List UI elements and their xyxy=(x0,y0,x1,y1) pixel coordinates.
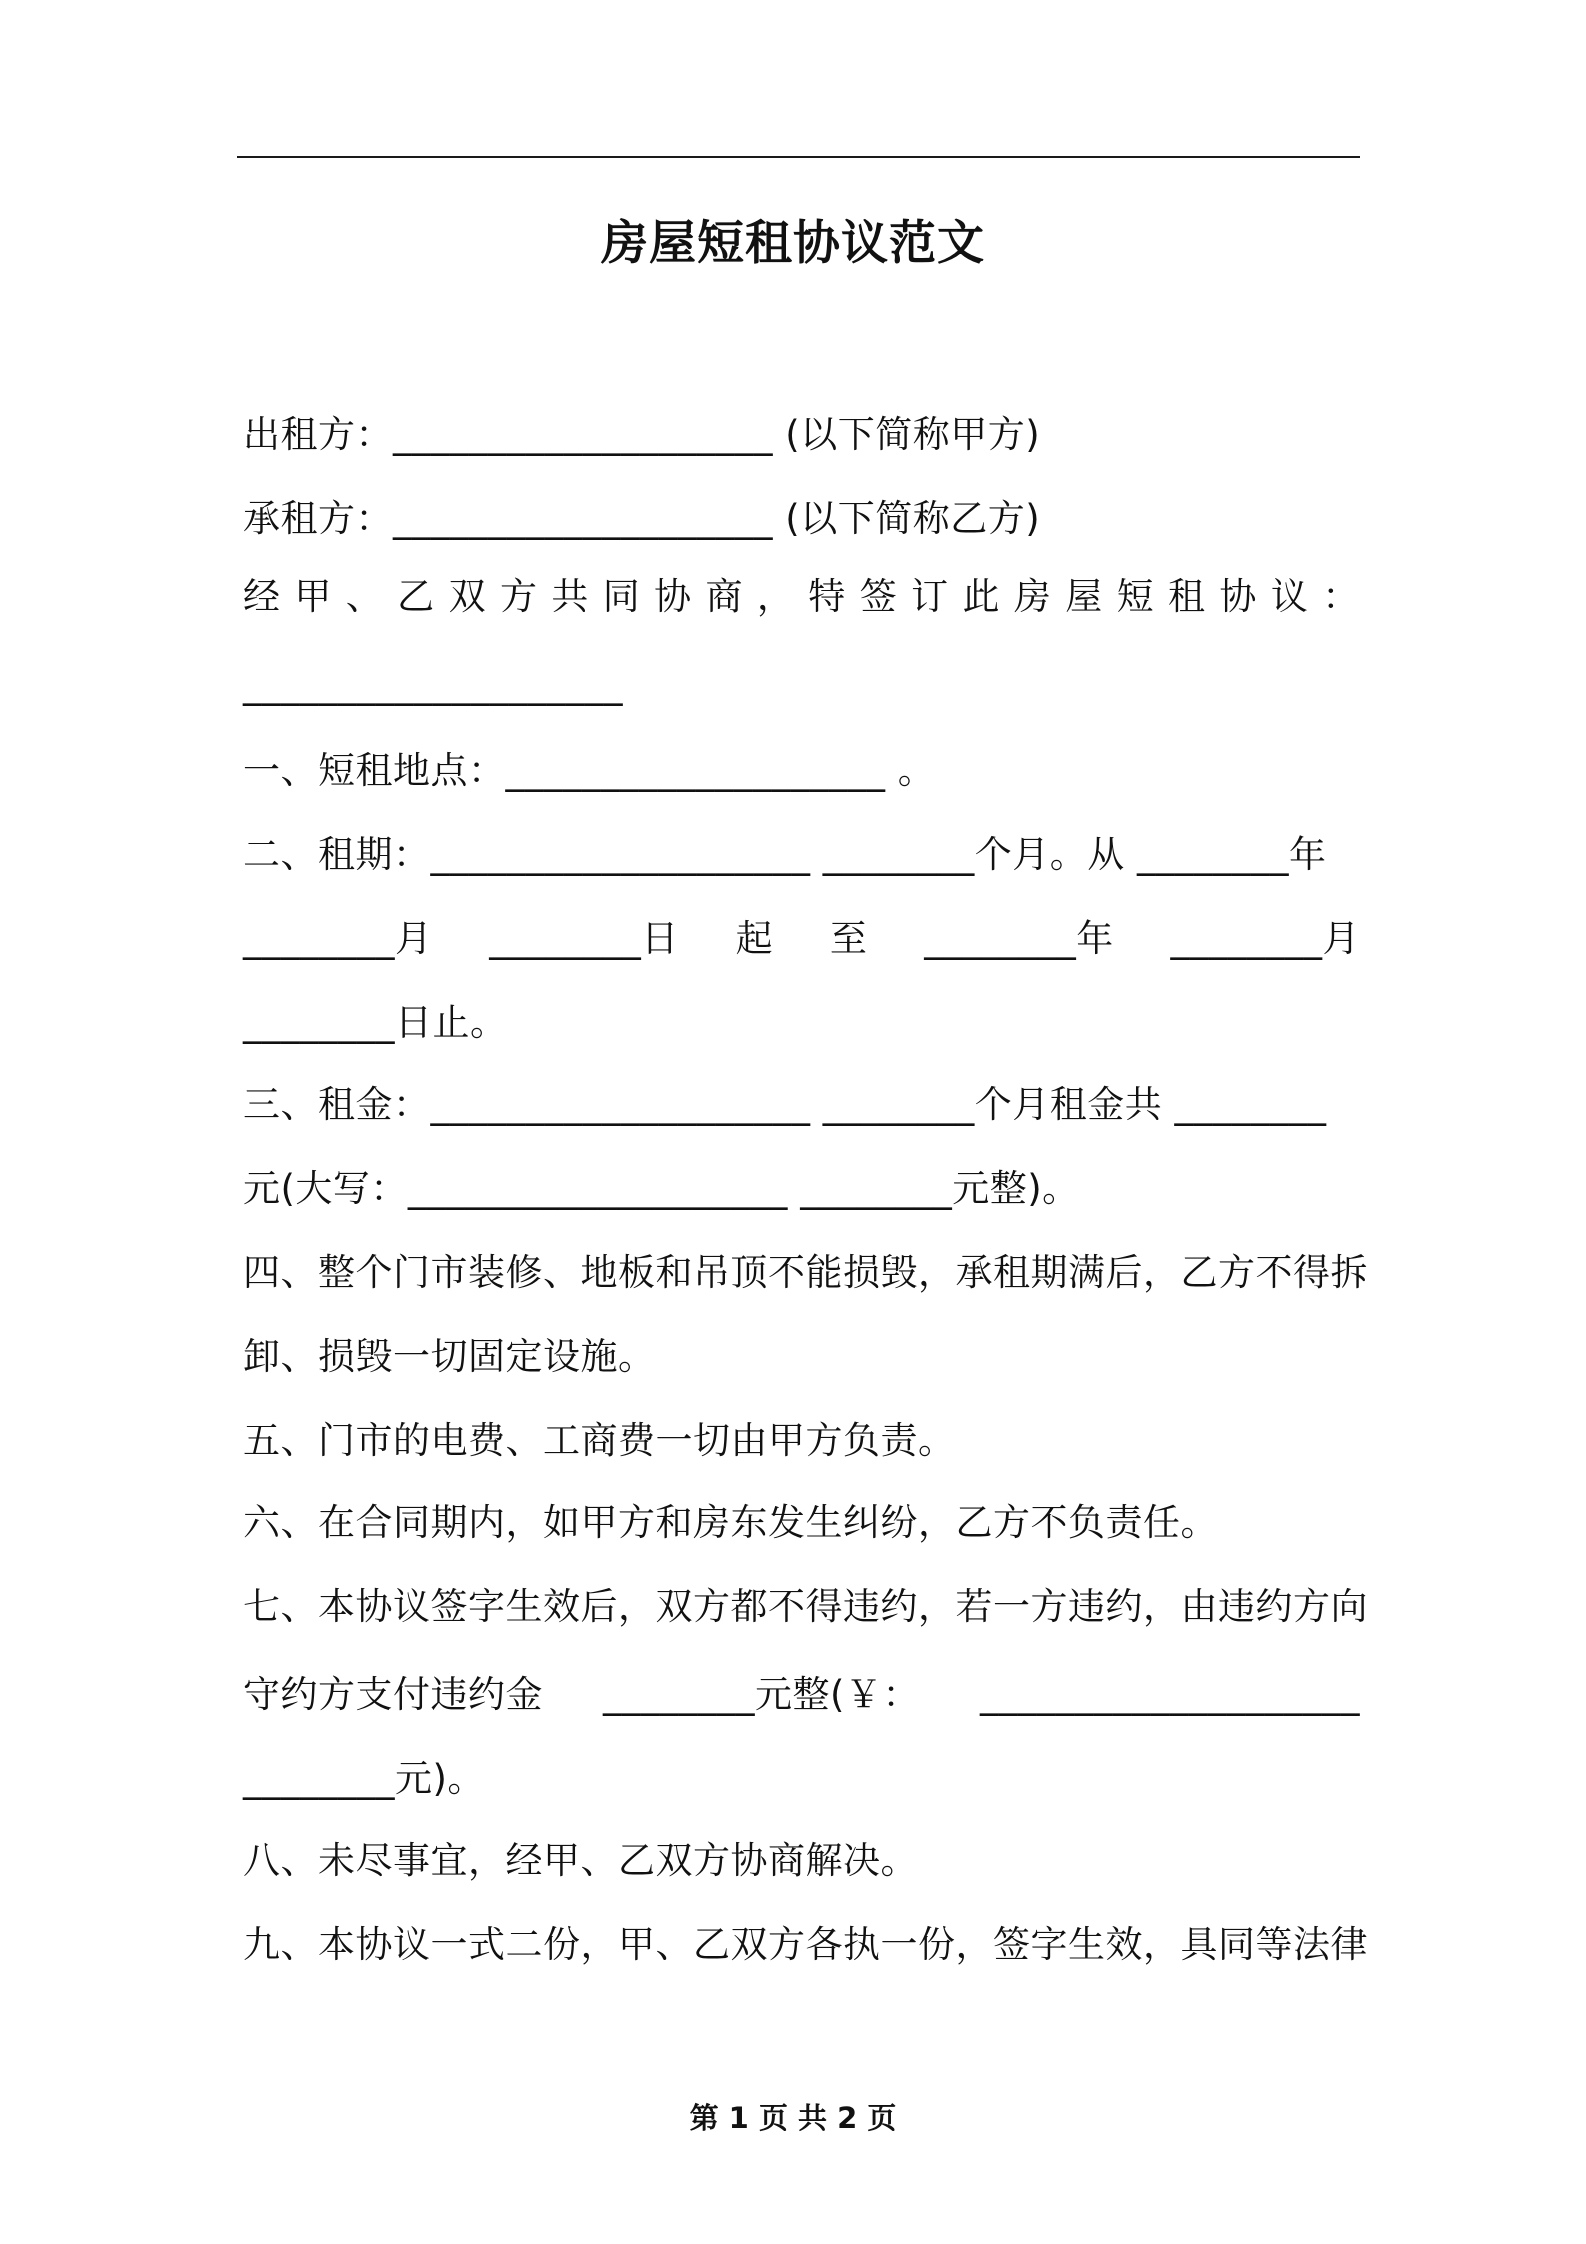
clause-2-term-end: ________日止。 xyxy=(243,1001,508,1044)
page-indicator: 第 1 页 共 2 页 xyxy=(689,2101,897,2135)
clause-9-copies: 九、本协议一式二份，甲、乙双方各执一份，签字生效，具同等法律 xyxy=(243,1923,1368,1966)
agreement-intro-line: 经 甲 、 乙 双 方 共 同 协 商 ， 特 签 订 此 房 屋 短 租 协 议 ： xyxy=(243,575,1360,618)
clause-1-location: 一、短租地点：____________________ 。 xyxy=(243,749,936,792)
clause-3-rent: 三、租金：____________________ ________个月租金共 ________ xyxy=(243,1083,1327,1126)
document-title: 房屋短租协议范文 xyxy=(601,216,985,271)
clause-2-term: 二、租期：____________________ ________个月。从 ________年 xyxy=(243,833,1327,876)
blank-line: ____________________ xyxy=(243,663,623,706)
clause-4-fixtures-cont: 卸、损毁一切固定设施。 xyxy=(243,1335,656,1378)
lessee-line: 承租方：____________________ (以下简称乙方) xyxy=(243,497,1041,540)
clause-4-fixtures: 四、整个门市装修、地板和吊顶不能损毁，承租期满后，乙方不得拆 xyxy=(243,1251,1368,1294)
clause-8-unsettled: 八、未尽事宜，经甲、乙双方协商解决。 xyxy=(243,1839,918,1882)
clause-7-penalty: 守约方支付违约金 ________元整(￥： ____________________ xyxy=(243,1673,1360,1716)
header-rule xyxy=(237,156,1360,158)
clause-7-penalty-end: ________元)。 xyxy=(243,1757,485,1800)
clause-7-breach: 七、本协议签字生效后，双方都不得违约，若一方违约，由违约方向 xyxy=(243,1585,1368,1628)
clause-3-rent-words: 元(大写：____________________ ________元整)。 xyxy=(243,1167,1080,1210)
clause-6-disputes: 六、在合同期内，如甲方和房东发生纠纷，乙方不负责任。 xyxy=(243,1501,1218,1544)
lessor-line: 出租方：____________________ (以下简称甲方) xyxy=(243,413,1041,456)
clause-2-term-dates: ________月 ________日 起 至 ________年 ________月 xyxy=(243,917,1360,960)
clause-5-fees: 五、门市的电费、工商费一切由甲方负责。 xyxy=(243,1419,956,1462)
